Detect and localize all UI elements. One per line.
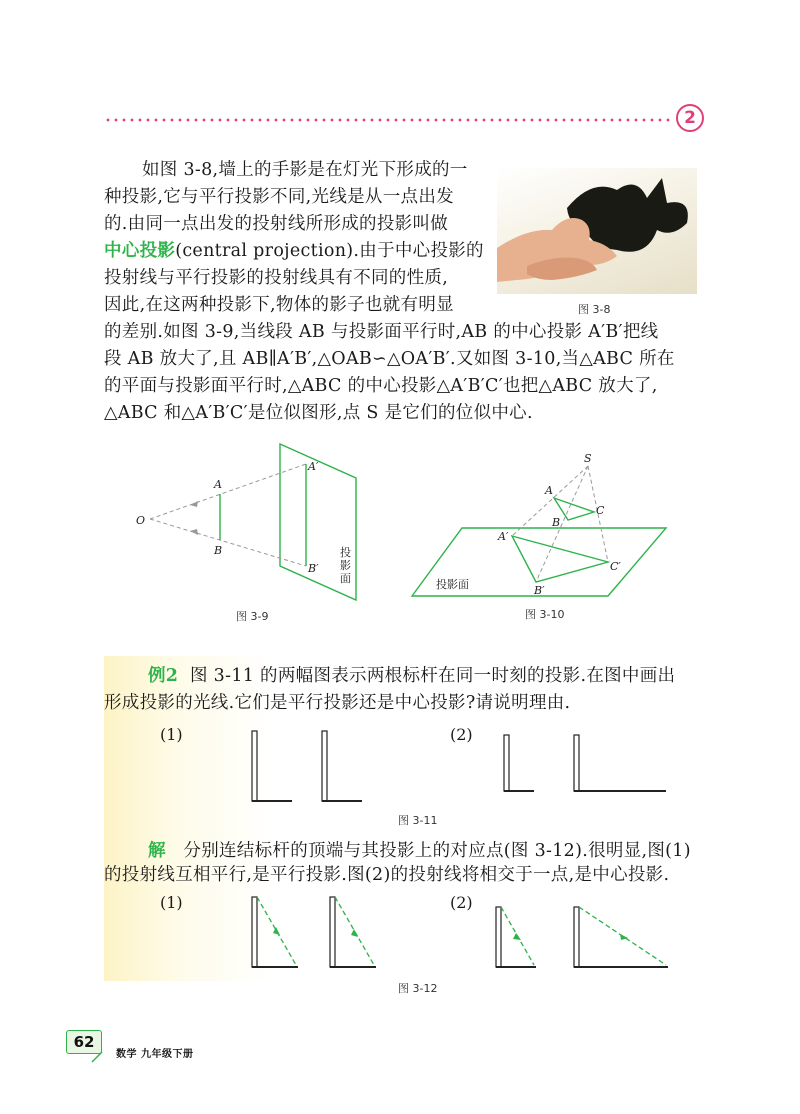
pole-1b xyxy=(330,897,335,967)
fig-3-10-diagram xyxy=(412,450,672,600)
fig-3-11-part2 xyxy=(504,735,666,791)
label-C1: C′ xyxy=(610,560,621,573)
fig-3-12-diagram xyxy=(240,893,680,973)
intro-line-2: 种投影,它与平行投影不同,光线是从一点出发 xyxy=(104,187,454,207)
label-O: O xyxy=(136,514,146,527)
ray-OB xyxy=(150,519,306,566)
example-line-2: 形成投影的光线.它们是平行投影还是中心投影?请说明理由. xyxy=(104,693,571,713)
term-central-projection: 中心投影 xyxy=(104,241,176,261)
fig-3-12-part2-label: (2) xyxy=(450,893,473,912)
fig-3-12-part1-label: (1) xyxy=(160,893,183,912)
intro-line-9: 的平面与投影面平行时,△ABC 的中心投影△A′B′C′也把△ABC 放大了, xyxy=(104,376,658,396)
ray-1b-arrow xyxy=(351,929,358,937)
intro-line-1: 如图 3-8,墙上的手影是在灯光下形成的一 xyxy=(142,160,468,180)
label-B1: B′ xyxy=(534,584,545,597)
label-B1: B′ xyxy=(308,562,319,575)
book-title: 数学 九年级下册 xyxy=(116,1049,194,1060)
fig-3-10-caption: 图 3-10 xyxy=(525,608,565,621)
fig-3-11-part1 xyxy=(252,731,362,801)
triangle-A1B1C1 xyxy=(512,536,608,582)
intro-line-10: △ABC 和△A′B′C′是位似图形,点 S 是它们的位似中心. xyxy=(104,403,533,423)
solution-label: 解 xyxy=(148,841,166,861)
solution-line-1 xyxy=(148,838,691,865)
fig-3-9-diagram xyxy=(130,440,390,600)
label-B: B xyxy=(214,544,223,557)
ray-1a-arrow xyxy=(273,927,280,935)
ray-OA xyxy=(150,464,306,519)
solution-line-2: 的投射线互相平行,是平行投影.图(2)的投射线将相交于一点,是中心投影. xyxy=(104,865,670,885)
intro-line-7: 的差别.如图 3-9,当线段 AB 与投影面平行时,AB 的中心投影 A′B′把线 xyxy=(104,322,659,342)
fig-3-8-caption: 图 3-8 xyxy=(578,303,611,316)
fig-3-11-caption: 图 3-11 xyxy=(398,814,438,827)
label-S: S xyxy=(584,452,592,465)
ray-2a-arrow xyxy=(513,933,521,940)
pole-2b xyxy=(574,907,579,967)
hand-shadow-illustration xyxy=(497,168,697,294)
label-A: A xyxy=(214,478,222,491)
pole-2a xyxy=(496,907,501,967)
ray-SB xyxy=(536,466,588,582)
intro-line-8: 段 AB 放大了,且 AB∥A′B′,△OAB∽△OA′B′.又如图 3-10,当△ABC 所在 xyxy=(104,349,675,369)
arrow-OB xyxy=(190,529,198,535)
solution-line-1-text: 分别连结标杆的顶端与其投影上的对应点(图 3-12).很明显,图(1) xyxy=(183,841,691,861)
plane-char-1: 投 xyxy=(340,546,351,559)
intro-line-5: 投射线与平行投影的投射线具有不同的性质, xyxy=(104,268,449,288)
pole-2b xyxy=(574,735,579,791)
section-number-badge: 2 xyxy=(676,104,704,132)
pole-2a xyxy=(504,735,509,791)
page-number: 62 xyxy=(66,1030,102,1054)
fig-3-9-caption: 图 3-9 xyxy=(236,610,269,623)
plane-char-2: 影 xyxy=(340,559,351,572)
intro-line-4-text: (central projection).由于中心投影的 xyxy=(175,241,484,261)
intro-line-4 xyxy=(104,238,484,265)
hand-shadow-photo xyxy=(497,168,697,294)
pole-1a xyxy=(252,897,257,967)
pole-1a xyxy=(252,731,257,801)
fig-3-11-diagram xyxy=(240,725,680,805)
label-C: C xyxy=(596,504,605,517)
ray-SA xyxy=(512,466,588,536)
fig-3-12-caption: 图 3-12 xyxy=(398,982,438,995)
label-A1: A′ xyxy=(308,460,319,473)
example-line-1 xyxy=(148,663,675,690)
pole-1b xyxy=(322,731,327,801)
example-label: 例2 xyxy=(148,666,179,686)
fig-3-12-part2 xyxy=(496,907,668,967)
plane-char-3: 面 xyxy=(340,572,351,585)
example-line-1-text: 图 3-11 的两幅图表示两根标杆在同一时刻的投影.在图中画出 xyxy=(190,666,676,686)
label-A: A xyxy=(545,484,553,497)
label-A1: A′ xyxy=(498,530,509,543)
intro-line-6: 因此,在这两种投影下,物体的影子也就有明显 xyxy=(104,295,454,315)
dotted-divider xyxy=(104,118,674,122)
plane-label: 投影面 xyxy=(436,578,469,591)
label-B: B xyxy=(552,516,561,529)
fig-3-11-part2-label: (2) xyxy=(450,725,473,744)
intro-line-3: 的.由同一点出发的投射线所形成的投影叫做 xyxy=(104,214,449,234)
fig-3-11-part1-label: (1) xyxy=(160,725,183,744)
fig-3-12-part1 xyxy=(252,897,376,967)
